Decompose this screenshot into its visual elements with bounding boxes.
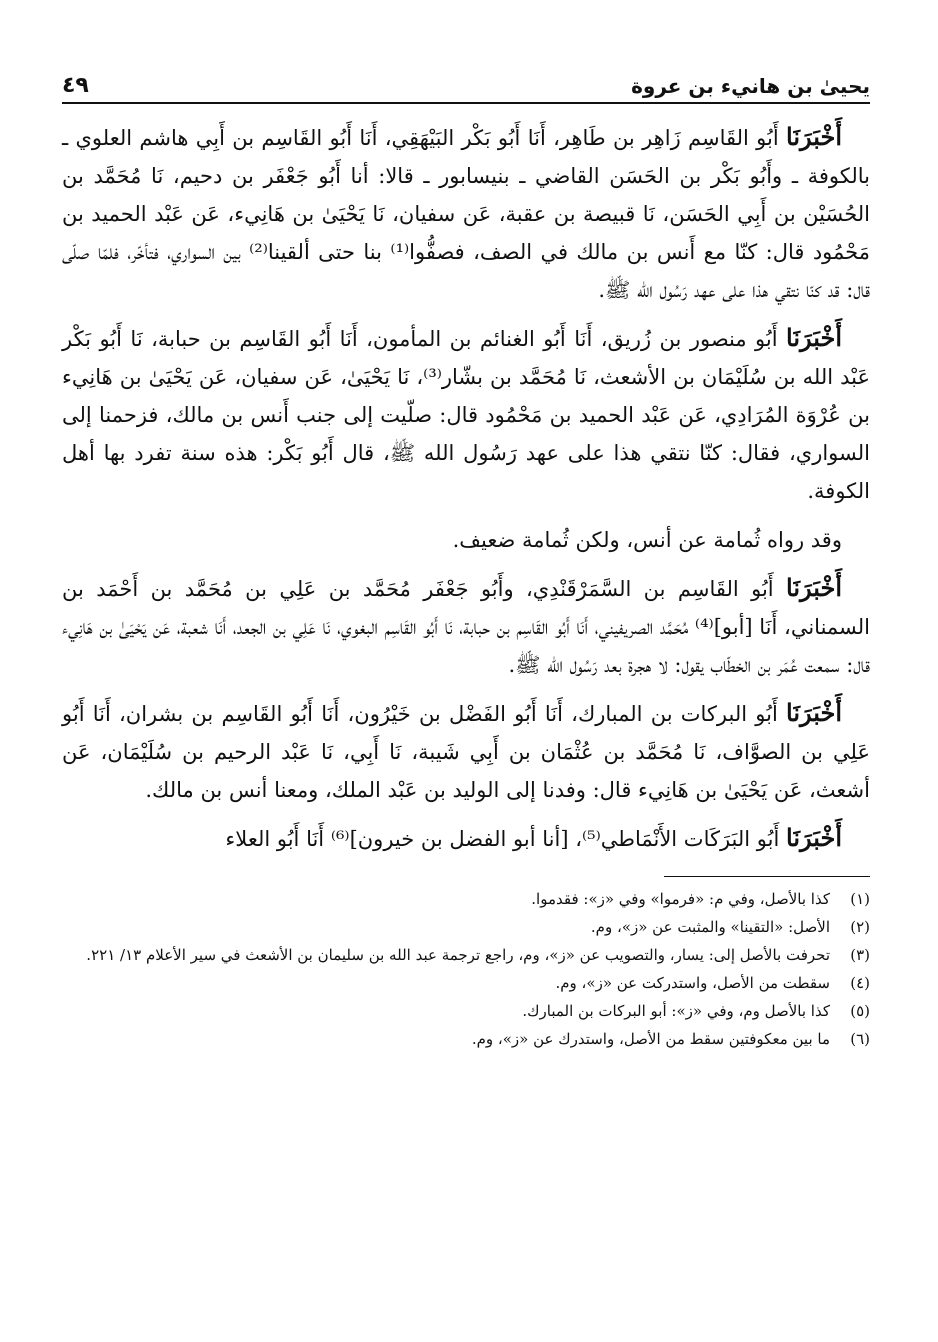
- footnote-number: (٦): [850, 1030, 870, 1048]
- book-page: [62, 58, 870, 1055]
- footnote-divider: [664, 876, 870, 877]
- footnotes: [62, 887, 870, 1051]
- paragraph-keyword: أَخْبَرَنَا: [786, 122, 842, 151]
- running-header: [62, 58, 870, 104]
- footnote-item: [62, 915, 870, 939]
- paragraph-keyword: أَخْبَرَنَا: [786, 323, 842, 352]
- running-title: يحيىٰ بن هانيء بن عروة: [631, 74, 870, 98]
- footnote-text: كذا بالأصل، وفي م: «فرموا» وفي «ز»: فقدموا.: [531, 890, 830, 908]
- footnote-item: [62, 1027, 870, 1051]
- footnote-item: [62, 943, 870, 967]
- footnote-text: ما بين معكوفتين سقط من الأصل، واستدرك عن «ز»، وم.: [471, 1030, 830, 1048]
- footnote-item: [62, 887, 870, 911]
- footnote-text: سقطت من الأصل، واستدركت عن «ز»، وم.: [555, 974, 830, 992]
- footnote-item: [62, 999, 870, 1023]
- paragraph-keyword: أَخْبَرَنَا: [786, 823, 842, 852]
- footnote-text: الأصل: «التقينا» والمثبت عن «ز»، وم.: [590, 918, 830, 936]
- footnote-number: (٣): [850, 946, 870, 964]
- paragraph-3: [62, 520, 870, 559]
- paragraph-text: أَبُو منصور بن زُريق، أَنَا أَبُو الغنائم بن المأمون، أَنَا أَبُو القَاسِم بن حبابة، نَا أَبُو بَكْر عَبْد الله بن سُلَيْمَان بن الأشعث، نَا مُحَمَّد بن بشّار⁽³⁾، نَا يَحْيَىٰ، عَن سفيان، عَن يَحْيَىٰ بن هَانِيء بن عُرْوَة المُرَادِي، عَن عَبْد الحميد بن مَحْمُود قال: صلّيت إلى جنب أَنس بن مالك، فزحمنا إلى السواري، فقال: كنّا نتقي هذا على عهد رَسُول الله ﷺ، قال أَبُو بَكْر: هذه سنة تفرد بها أهل الكوفة.: [62, 327, 870, 503]
- footnote-text: تحرفت بالأصل إلى: يسار، والتصويب عن «ز»، وم، راجع ترجمة عبد الله بن سليمان بن الأشعث في سير الأعلام ١٣/ ٢٢١.: [86, 946, 830, 964]
- paragraph-text: أَبُو القَاسِم زَاهِر بن طَاهِر، أَنَا أَبُو بَكْر البَيْهَقِي، أَنَا أَبُو القَاسِم بن أَبِي هاشم العلوي ـ بالكوفة ـ وأَبُو بَكْر بن الحَسَن القاضي ـ بنيسابور ـ قالا: أنا أَبُو جَعْفَر بن دحيم، نَا مُحَمَّد بن الحُسَيْن بن أَبِي الحَسَن، نَا قبيصة بن عقبة، عَن سفيان، نَا يَحْيَىٰ بن هَانِيء، عَن عَبْد الحميد بن مَحْمُود قال: كنّا مع أَنس بن مالك في الصف، فصفُّوا⁽¹⁾ بنا حتى ألقينا⁽²⁾ بين السواري، فتأخّر، فلمّا صلّى قال: قد كنّا نتقي هذا على عهد رَسُول الله ﷺ.: [62, 126, 870, 302]
- footnote-item: [62, 971, 870, 995]
- paragraph-2: [62, 319, 870, 510]
- paragraph-5: [62, 694, 870, 809]
- paragraph-keyword: أَخْبَرَنَا: [786, 573, 842, 602]
- footnote-number: (٤): [850, 974, 870, 992]
- paragraph-text: أَبُو البركات بن المبارك، أَنَا أَبُو الفَضْل بن خَيْرُون، أَنَا أَبُو القَاسِم بن بشران، أَنَا أَبُو عَلِي بن الصوَّاف، نَا مُحَمَّد بن عُثْمَان بن أَبِي شَيبة، نَا أَبِي، نَا عَبْد الرحيم بن سُلَيْمَان، عَن أشعث، عَن يَحْيَىٰ بن هَانِيء قال: وفدنا إلى الوليد بن عَبْد الملك، ومعنا أنس بن مالك.: [62, 702, 870, 802]
- paragraph-text: أَبُو البَرَكَات الأَنْمَاطي⁽⁵⁾، [أنا أبو الفضل بن خيرون]⁽⁶⁾ أَنَا أَبُو العلاء: [225, 827, 787, 851]
- footnote-number: (١): [850, 890, 870, 908]
- paragraph-keyword: أَخْبَرَنَا: [786, 698, 842, 727]
- paragraph-text: أَبُو القَاسِم بن السَّمَرْقَنْدِي، وأَبُو جَعْفَر مُحَمَّد بن عَلِي بن مُحَمَّد بن أَحْمَد بن السمناني، أَنَا [أبو]⁽⁴⁾ مُحَمَّد الصريفيني، أَنَا أَبُو القَاسِم بن حبابة، نَا أَبُو القَاسِم البغوي، نَا عَلِي بن الجعد، أَنَا شعبة، عَن يَحْيَىٰ بن هَانِيء قال: سمعت عُمَر بن الخطّاب يقول: لا هجرة بعد رَسُول الله ﷺ.: [62, 577, 871, 677]
- paragraph-text: وقد رواه ثُمامة عن أنس، ولكن ثُمامة ضعيف.: [452, 528, 842, 552]
- footnote-number: (٢): [850, 918, 870, 936]
- paragraph-4: [62, 569, 870, 684]
- footnote-number: (٥): [850, 1002, 870, 1020]
- main-text: [62, 118, 870, 858]
- paragraph-6: [62, 819, 870, 858]
- footnote-text: كذا بالأصل وم، وفي «ز»: أبو البركات بن المبارك.: [522, 1002, 830, 1020]
- page-number: ٤٩: [62, 73, 89, 98]
- paragraph-1: [62, 118, 870, 309]
